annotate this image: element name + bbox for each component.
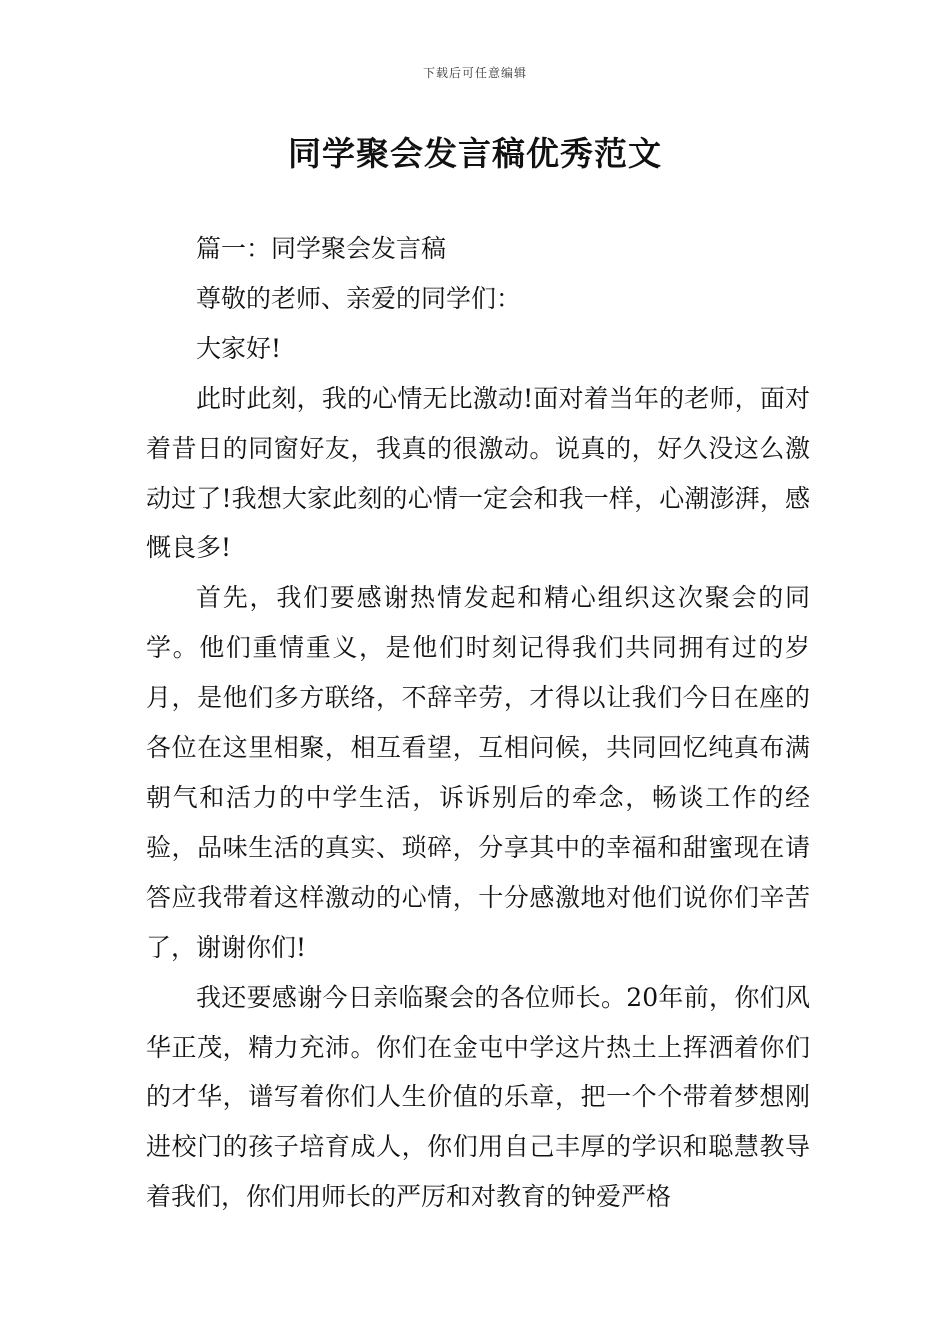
- salutation: 尊敬的老师、亲爱的同学们：: [196, 283, 522, 313]
- paragraph: 我还要感谢今日亲临聚会的各位师长。20年前，你们风华正茂，精力充沛。你们在金屯中学这片热土上挥洒着你们的才华，谱写着你们人生价值的乐章，把一个个带着梦想刚进校门的孩子培育成人，你们用自己丰厚的学识和聪慧教导着我们，你们用师长的严厉和对教育的钟爱严格: [146, 982, 810, 1212]
- header-note: 下载后可任意编辑: [422, 66, 527, 80]
- greeting: 大家好!: [196, 333, 282, 363]
- section-heading: 篇一：同学聚会发言稿: [196, 234, 447, 263]
- paragraph: 此时此刻，我的心情无比激动!面对着当年的老师，面对着昔日的同窗好友，我真的很激动。说真的，好久没这么激动过了!我想大家此刻的心情一定会和我一样，心潮澎湃，感慨良多!: [146, 383, 810, 563]
- paragraph: 首先，我们要感谢热情发起和精心组织这次聚会的同学。他们重情重义，是他们时刻记得我们共同拥有过的岁月，是他们多方联络，不辞辛劳，才得以让我们今日在座的各位在这里相聚，相互看望，互相问候，共同回忆纯真布满朝气和活力的中学生活，诉诉别后的牵念，畅谈工作的经验，品味生活的真实、琐碎，分享其中的幸福和甜蜜现在请答应我带着这样激动的心情，十分感激地对他们说你们辛苦了，谢谢你们!: [146, 583, 810, 962]
- document-title: 同学聚会发言稿优秀范文: [288, 134, 662, 173]
- document-body: [146, 224, 810, 1222]
